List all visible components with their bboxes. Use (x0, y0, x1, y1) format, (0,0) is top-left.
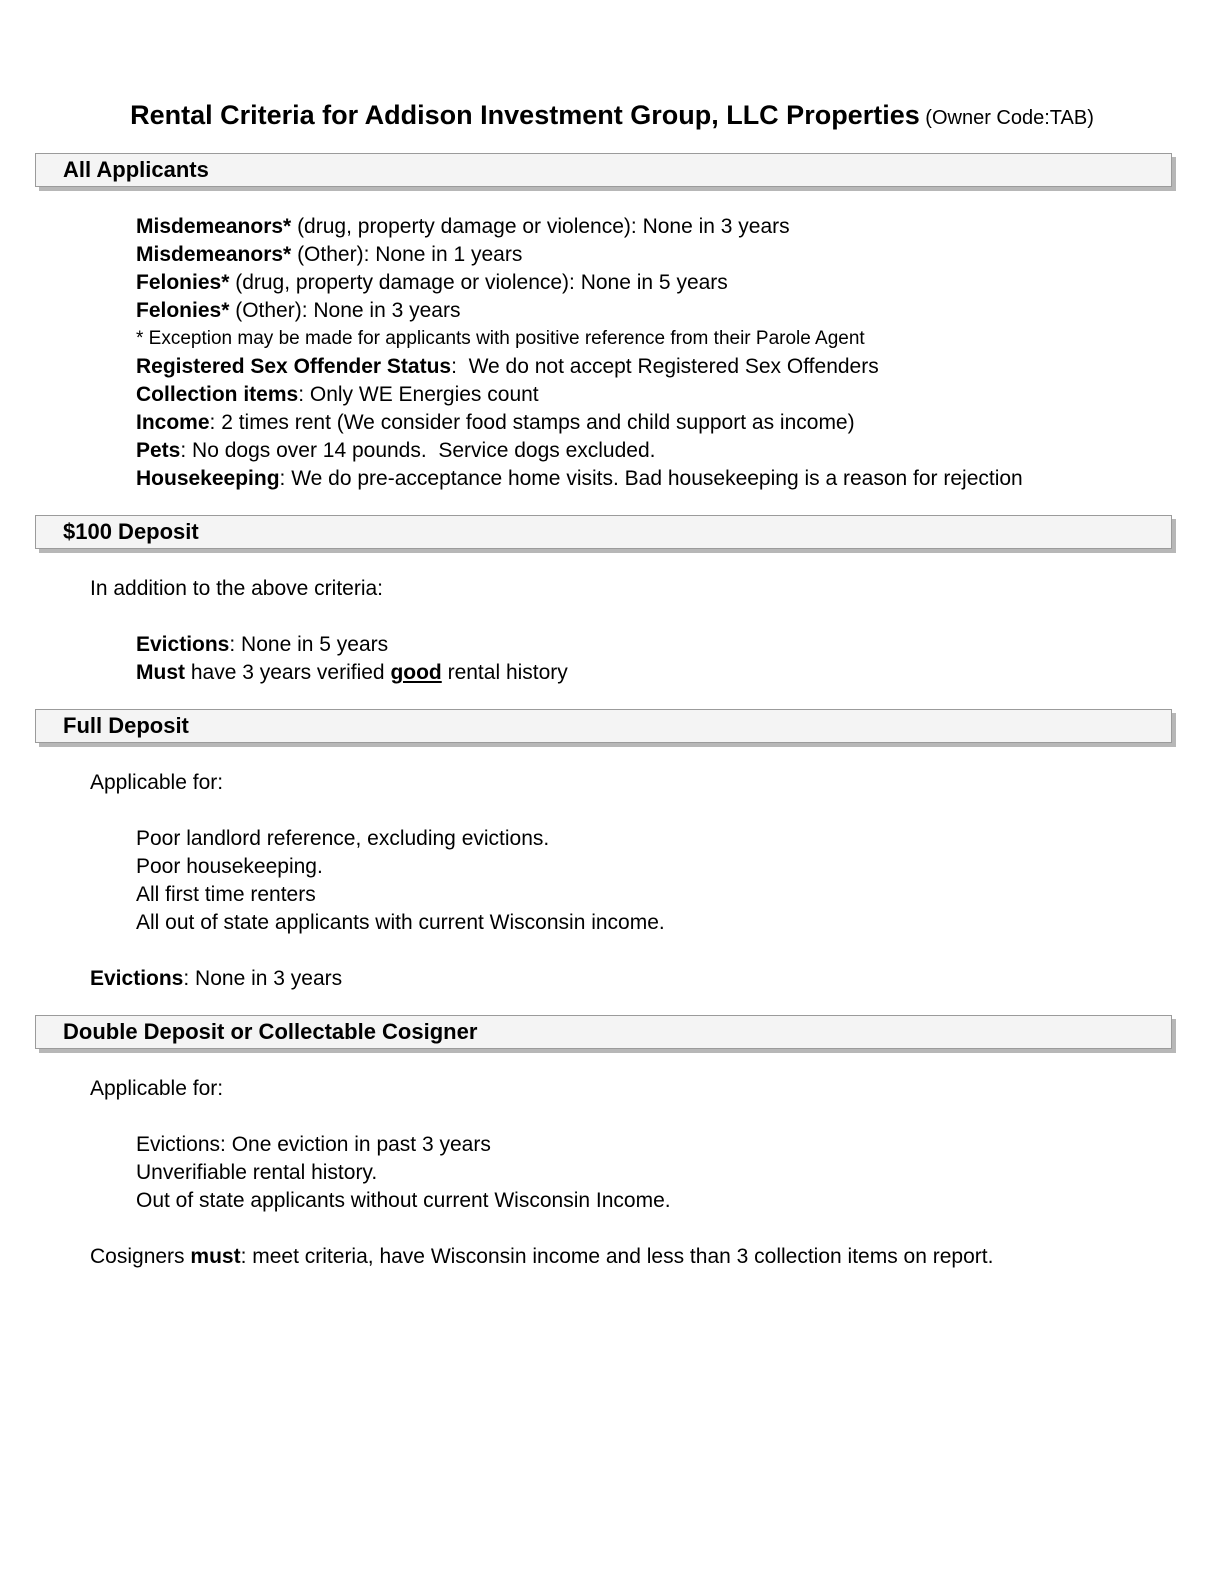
criteria-text: (drug, property damage or violence): None in 3 years (291, 215, 790, 238)
criteria-label: must (190, 1245, 241, 1268)
criteria-line (136, 269, 1224, 297)
section-header-label: $100 Deposit (63, 519, 199, 544)
section-double-deposit (0, 1015, 1224, 1271)
section-full-deposit (0, 709, 1224, 993)
criteria-text: have 3 years verified (185, 661, 391, 684)
section-header-bar (35, 515, 1172, 549)
criteria-label: Felonies* (136, 271, 230, 294)
criteria-line (136, 297, 1224, 325)
criteria-label: Pets (136, 439, 181, 462)
cosigners-line (90, 1243, 1224, 1271)
section-content (0, 1075, 1224, 1271)
intro-line: Applicable for: (90, 1077, 224, 1100)
criteria-line (136, 465, 1224, 493)
spacer (0, 1215, 1224, 1243)
criteria-line (136, 381, 1224, 409)
list-item: All first time renters (136, 883, 316, 906)
section-content (0, 213, 1224, 493)
criteria-label: Housekeeping (136, 467, 280, 490)
section-header-bar (35, 153, 1172, 187)
criteria-label: Income (136, 411, 210, 434)
criteria-line (136, 241, 1224, 269)
criteria-label: Collection items (136, 383, 299, 406)
title-main: Rental Criteria for Addison Investment Group, LLC Properties (130, 100, 920, 130)
list-item: Out of state applicants without current Wisconsin Income. (136, 1189, 671, 1212)
exception-note: * Exception may be made for applicants with positive reference from their Parole Agent (136, 328, 865, 349)
criteria-text: : We do not accept Registered Sex Offenders (451, 355, 879, 378)
intro-line: Applicable for: (90, 771, 224, 794)
criteria-label: Must (136, 661, 185, 684)
spacer (0, 1103, 1224, 1131)
criteria-line (136, 437, 1224, 465)
spacer (0, 937, 1224, 965)
section-all-applicants (0, 153, 1224, 493)
list-item: Poor housekeeping. (136, 855, 323, 878)
intro-line: In addition to the above criteria: (90, 577, 384, 600)
criteria-label: Felonies* (136, 299, 230, 322)
section-content (0, 575, 1224, 687)
criteria-text: (drug, property damage or violence): None in 5 years (229, 271, 728, 294)
criteria-text: : Only WE Energies count (298, 383, 539, 406)
section-header-label: All Applicants (63, 157, 209, 182)
emphasis-good: good (390, 661, 442, 684)
criteria-line (136, 353, 1224, 381)
criteria-text: : None in 3 years (183, 967, 343, 990)
spacer (0, 603, 1224, 631)
criteria-line (136, 409, 1224, 437)
section-header-bar (35, 1015, 1172, 1049)
criteria-label: Evictions (136, 633, 230, 656)
section-header-bar (35, 709, 1172, 743)
list-item: All out of state applicants with current Wisconsin income. (136, 911, 665, 934)
criteria-label: Misdemeanors* (136, 243, 292, 266)
criteria-text: Cosigners (90, 1245, 191, 1268)
title-owner-code: (Owner Code:TAB) (919, 107, 1094, 129)
criteria-text: : No dogs over 14 pounds. Service dogs excluded. (180, 439, 656, 462)
list-item: Poor landlord reference, excluding evictions. (136, 827, 550, 850)
criteria-text: (Other): None in 1 years (291, 243, 523, 266)
list-item: Unverifiable rental history. (136, 1161, 378, 1184)
criteria-text: rental history (441, 661, 568, 684)
section-content (0, 769, 1224, 993)
spacer (0, 797, 1224, 825)
criteria-text: : We do pre-acceptance home visits. Bad housekeeping is a reason for rejection (279, 467, 1023, 490)
section-100-deposit (0, 515, 1224, 687)
criteria-text: : None in 5 years (229, 633, 389, 656)
criteria-line (90, 965, 1224, 993)
page-title (0, 100, 1224, 131)
criteria-line (136, 659, 1224, 687)
list-item: Evictions: One eviction in past 3 years (136, 1133, 491, 1156)
section-header-label: Full Deposit (63, 713, 189, 738)
criteria-text: (Other): None in 3 years (229, 299, 461, 322)
criteria-label: Misdemeanors* (136, 215, 292, 238)
criteria-line (136, 213, 1224, 241)
section-header-label: Double Deposit or Collectable Cosigner (63, 1019, 478, 1044)
criteria-label: Evictions (90, 967, 184, 990)
criteria-label: Registered Sex Offender Status (136, 355, 452, 378)
criteria-line (136, 631, 1224, 659)
criteria-text: : 2 times rent (We consider food stamps and child support as income) (209, 411, 855, 434)
criteria-text: : meet criteria, have Wisconsin income and less than 3 collection items on report. (240, 1245, 994, 1268)
